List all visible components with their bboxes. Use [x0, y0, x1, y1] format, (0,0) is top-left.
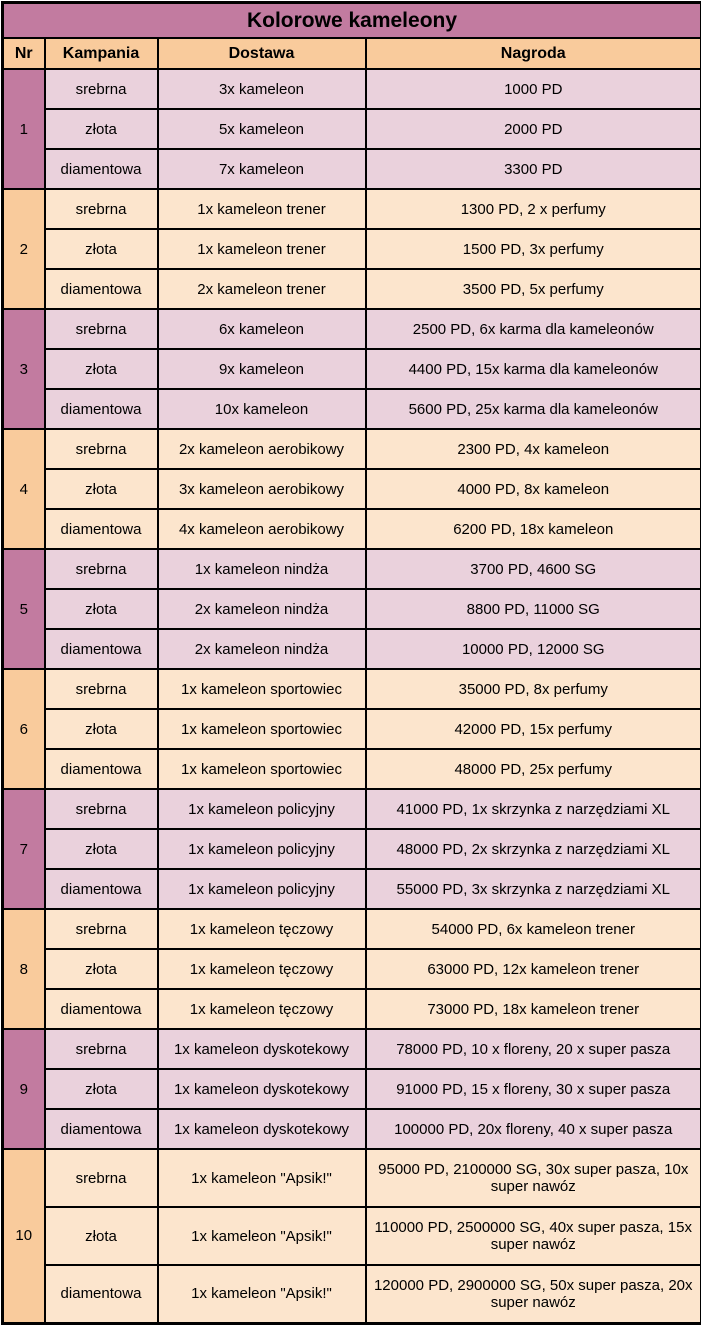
nr-cell: 8 [3, 909, 45, 1029]
nagroda-cell: 73000 PD, 18x kameleon trener [366, 989, 701, 1029]
nagroda-cell: 1000 PD [366, 69, 701, 109]
table-row [3, 349, 701, 389]
group-4 [3, 429, 701, 549]
table-row [3, 709, 701, 749]
kampania-cell: diamentowa [45, 389, 158, 429]
table-row [3, 1029, 701, 1069]
table-row [3, 1207, 701, 1265]
group-8 [3, 909, 701, 1029]
nr-cell: 9 [3, 1029, 45, 1149]
table-row [3, 189, 701, 229]
dostawa-cell: 1x kameleon dyskotekowy [158, 1069, 366, 1109]
table-row [3, 509, 701, 549]
dostawa-cell: 1x kameleon nindża [158, 549, 366, 589]
nagroda-cell: 2500 PD, 6x karma dla kameleonów [366, 309, 701, 349]
group-1 [3, 69, 701, 189]
kampania-cell: złota [45, 589, 158, 629]
nagroda-cell: 4400 PD, 15x karma dla kameleonów [366, 349, 701, 389]
nagroda-cell: 5600 PD, 25x karma dla kameleonów [366, 389, 701, 429]
kampania-cell: diamentowa [45, 149, 158, 189]
dostawa-cell: 5x kameleon [158, 109, 366, 149]
col-header-nr: Nr [3, 38, 45, 69]
kampania-cell: diamentowa [45, 269, 158, 309]
nagroda-cell: 91000 PD, 15 x floreny, 30 x super pasza [366, 1069, 701, 1109]
table-row [3, 149, 701, 189]
kampania-cell: złota [45, 829, 158, 869]
nagroda-cell: 41000 PD, 1x skrzynka z narzędziami XL [366, 789, 701, 829]
nr-cell: 10 [3, 1149, 45, 1323]
kampania-cell: diamentowa [45, 989, 158, 1029]
kampania-cell: diamentowa [45, 869, 158, 909]
title-row [3, 3, 701, 39]
table-row [3, 109, 701, 149]
table-row [3, 749, 701, 789]
table-row [3, 429, 701, 469]
dostawa-cell: 1x kameleon tęczowy [158, 909, 366, 949]
dostawa-cell: 3x kameleon [158, 69, 366, 109]
nagroda-cell: 1500 PD, 3x perfumy [366, 229, 701, 269]
nr-cell: 1 [3, 69, 45, 189]
nagroda-cell: 55000 PD, 3x skrzynka z narzędziami XL [366, 869, 701, 909]
nagroda-cell: 42000 PD, 15x perfumy [366, 709, 701, 749]
dostawa-cell: 7x kameleon [158, 149, 366, 189]
nagroda-cell: 100000 PD, 20x floreny, 40 x super pasza [366, 1109, 701, 1149]
kampania-cell: diamentowa [45, 1265, 158, 1323]
nr-cell: 3 [3, 309, 45, 429]
group-10 [3, 1149, 701, 1323]
dostawa-cell: 1x kameleon trener [158, 189, 366, 229]
nagroda-cell: 78000 PD, 10 x floreny, 20 x super pasza [366, 1029, 701, 1069]
kampania-cell: srebrna [45, 69, 158, 109]
col-header-dostawa: Dostawa [158, 38, 366, 69]
kampania-cell: złota [45, 1069, 158, 1109]
table-row [3, 789, 701, 829]
nagroda-cell: 48000 PD, 2x skrzynka z narzędziami XL [366, 829, 701, 869]
kampania-cell: złota [45, 1207, 158, 1265]
group-9 [3, 1029, 701, 1149]
kampania-cell: diamentowa [45, 1109, 158, 1149]
nagroda-cell: 6200 PD, 18x kameleon [366, 509, 701, 549]
table-row [3, 229, 701, 269]
kampania-cell: srebrna [45, 1149, 158, 1207]
col-header-nagroda: Nagroda [366, 38, 701, 69]
kampania-cell: diamentowa [45, 749, 158, 789]
table-row [3, 869, 701, 909]
kampania-cell: srebrna [45, 789, 158, 829]
table-row [3, 1149, 701, 1207]
nagroda-cell: 1300 PD, 2 x perfumy [366, 189, 701, 229]
group-5 [3, 549, 701, 669]
dostawa-cell: 2x kameleon nindża [158, 589, 366, 629]
kampania-cell: diamentowa [45, 509, 158, 549]
nr-cell: 4 [3, 429, 45, 549]
table-row [3, 1265, 701, 1323]
dostawa-cell: 2x kameleon trener [158, 269, 366, 309]
nr-cell: 7 [3, 789, 45, 909]
kampania-cell: srebrna [45, 909, 158, 949]
nr-cell: 2 [3, 189, 45, 309]
dostawa-cell: 4x kameleon aerobikowy [158, 509, 366, 549]
kampania-cell: srebrna [45, 429, 158, 469]
nagroda-cell: 3700 PD, 4600 SG [366, 549, 701, 589]
kampania-cell: złota [45, 109, 158, 149]
nagroda-cell: 54000 PD, 6x kameleon trener [366, 909, 701, 949]
group-3 [3, 309, 701, 429]
table-row [3, 909, 701, 949]
table-row [3, 389, 701, 429]
nagroda-cell: 120000 PD, 2900000 SG, 50x super pasza, 20x super nawóz [366, 1265, 701, 1323]
dostawa-cell: 1x kameleon sportowiec [158, 709, 366, 749]
dostawa-cell: 10x kameleon [158, 389, 366, 429]
table-title: Kolorowe kameleony [3, 3, 701, 39]
nagroda-cell: 110000 PD, 2500000 SG, 40x super pasza, 15x super nawóz [366, 1207, 701, 1265]
dostawa-cell: 1x kameleon sportowiec [158, 749, 366, 789]
dostawa-cell: 1x kameleon "Apsik!" [158, 1265, 366, 1323]
table-row [3, 589, 701, 629]
group-6 [3, 669, 701, 789]
table-row [3, 309, 701, 349]
dostawa-cell: 3x kameleon aerobikowy [158, 469, 366, 509]
kampania-cell: srebrna [45, 189, 158, 229]
nagroda-cell: 4000 PD, 8x kameleon [366, 469, 701, 509]
rewards-table-sheet [0, 1, 701, 1325]
header-row [3, 38, 701, 69]
nagroda-cell: 63000 PD, 12x kameleon trener [366, 949, 701, 989]
dostawa-cell: 1x kameleon "Apsik!" [158, 1149, 366, 1207]
table-row [3, 469, 701, 509]
group-2 [3, 189, 701, 309]
table-row [3, 269, 701, 309]
kampania-cell: złota [45, 469, 158, 509]
kampania-cell: srebrna [45, 669, 158, 709]
dostawa-cell: 1x kameleon sportowiec [158, 669, 366, 709]
dostawa-cell: 1x kameleon trener [158, 229, 366, 269]
table-row [3, 549, 701, 589]
nagroda-cell: 35000 PD, 8x perfumy [366, 669, 701, 709]
kampania-cell: złota [45, 709, 158, 749]
kampania-cell: srebrna [45, 1029, 158, 1069]
table-row [3, 829, 701, 869]
nagroda-cell: 2000 PD [366, 109, 701, 149]
col-header-kampania: Kampania [45, 38, 158, 69]
nr-cell: 6 [3, 669, 45, 789]
dostawa-cell: 2x kameleon nindża [158, 629, 366, 669]
nagroda-cell: 95000 PD, 2100000 SG, 30x super pasza, 10x super nawóz [366, 1149, 701, 1207]
dostawa-cell: 1x kameleon tęczowy [158, 989, 366, 1029]
dostawa-cell: 1x kameleon policyjny [158, 869, 366, 909]
dostawa-cell: 1x kameleon dyskotekowy [158, 1109, 366, 1149]
nagroda-cell: 2300 PD, 4x kameleon [366, 429, 701, 469]
nagroda-cell: 3500 PD, 5x perfumy [366, 269, 701, 309]
dostawa-cell: 6x kameleon [158, 309, 366, 349]
table-row [3, 989, 701, 1029]
table-row [3, 1069, 701, 1109]
nagroda-cell: 10000 PD, 12000 SG [366, 629, 701, 669]
group-7 [3, 789, 701, 909]
kampania-cell: złota [45, 949, 158, 989]
dostawa-cell: 9x kameleon [158, 349, 366, 389]
kampania-cell: diamentowa [45, 629, 158, 669]
kampania-cell: srebrna [45, 549, 158, 589]
dostawa-cell: 1x kameleon policyjny [158, 829, 366, 869]
nagroda-cell: 8800 PD, 11000 SG [366, 589, 701, 629]
dostawa-cell: 1x kameleon policyjny [158, 789, 366, 829]
dostawa-cell: 2x kameleon aerobikowy [158, 429, 366, 469]
table-row [3, 69, 701, 109]
table-row [3, 1109, 701, 1149]
dostawa-cell: 1x kameleon dyskotekowy [158, 1029, 366, 1069]
table-row [3, 949, 701, 989]
kampania-cell: srebrna [45, 309, 158, 349]
rewards-table [1, 1, 701, 1325]
kampania-cell: złota [45, 349, 158, 389]
nr-cell: 5 [3, 549, 45, 669]
table-row [3, 669, 701, 709]
table-row [3, 629, 701, 669]
kampania-cell: złota [45, 229, 158, 269]
nagroda-cell: 3300 PD [366, 149, 701, 189]
nagroda-cell: 48000 PD, 25x perfumy [366, 749, 701, 789]
dostawa-cell: 1x kameleon "Apsik!" [158, 1207, 366, 1265]
dostawa-cell: 1x kameleon tęczowy [158, 949, 366, 989]
